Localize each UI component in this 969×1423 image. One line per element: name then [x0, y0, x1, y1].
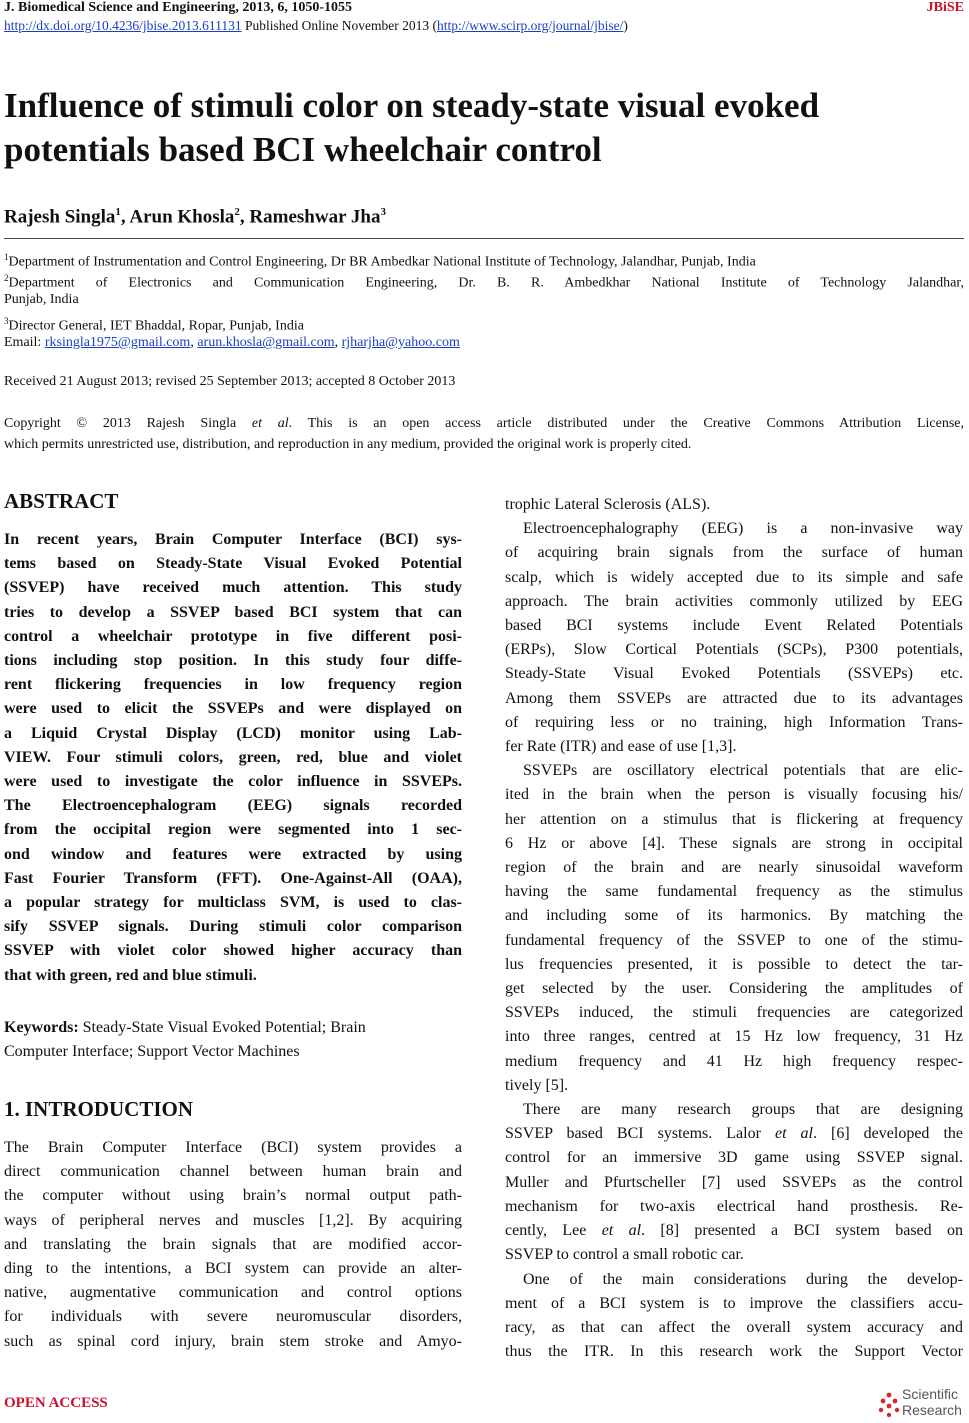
author-list: Rajesh Singla$^1$, Arun Khosla$^2$, Rameshwar Jha$^3$	[4, 206, 386, 228]
abstract-body: In recent years, Brain Computer Interface (BCI) sys- tems based on Steady-State Visual Evoked Potential (SSVEP) have received much attention. This study tries to develop a SSVEP based BCI system that can control a wheelchair prototype in five different posi- tions including stop position. In this study four diffe- rent flickering frequencies in low frequency region were used to elicit the SSVEPs and were displayed on a Liquid Crystal Display (LCD) monitor using Lab- VIEW. Four stimuli colors, green, red, blue and violet were used to investigate the color influence in SSVEPs. The Electroencephalogram (EEG) signals recorded from the occipital region were segmented into 1 sec- ond window and features were extracted by using Fast Fourier Transform (FFT). One-Against-All (OAA), a popular strategy for multiclass SVM, is used to clas- sify SSVEP signals. During stimuli color comparison SSVEP with violet color showed higher accuracy than that with green, red and blue stimuli.	[4, 531, 462, 984]
affiliation-3: $^3$Director General, IET Bhaddal, Ropar, Punjab, India	[4, 316, 304, 334]
title-divider	[4, 238, 964, 239]
affiliation-2: $^2$Department of Electronics and Communication Engineering, Dr. B. R. Ambedkhar National Institute of Technology Jalandhar,	[4, 273, 964, 291]
publication-line: http://dx.doi.org/10.4236/jbise.2013.611131 Published Online November 2013 (http://www.scirp.org/journal/jbise/)	[4, 18, 628, 33]
publisher-logo: Scientific Research	[878, 1386, 966, 1422]
publisher-logo-icon	[878, 1392, 900, 1418]
journal-citation: J. Biomedical Science and Engineering, 2013, 6, 1050-1055	[4, 0, 353, 15]
author-name: Rameshwar Jha	[249, 206, 381, 228]
email-link-3[interactable]: rjharjha@yahoo.com	[341, 335, 460, 350]
section-heading-introduction: 1. INTRODUCTION	[4, 1097, 194, 1121]
introduction-body: The Brain Computer Interface (BCI) system provides a direct communication channel between human brain and the computer without using brain’s normal output path- ways of peripheral nerves and muscles [1,2]. By acquiring and translating the brain signals that are modified accor- ding to the intentions, a BCI system can provide an alter- native, augmentative communication and control options for individuals with severe neuromuscular disorders, such as spinal cord injury, brain stem stroke and Amyo-	[4, 1139, 462, 1350]
keywords: Keywords: Steady-State Visual Evoked Potential; Brain Computer Interface; Support Vector Machines	[4, 1019, 366, 1061]
author-name: Rajesh Singla	[4, 206, 116, 228]
received-dates: Received 21 August 2013; revised 25 September 2013; accepted 8 October 2013	[4, 374, 456, 389]
affiliation-1: $^1$Department of Instrumentation and Control Engineering, Dr BR Ambedkar National Institute of Technology, Jalandhar, Punjab, India	[4, 252, 756, 270]
right-column-body: trophic Lateral Sclerosis (ALS). Electroencephalography (EEG) is a non-invasive way of acquiring brain signals from the surface of human scalp, which is widely accepted due to its simple and safe approach. The brain activities commonly utilized by EEG based BCI systems include Event Related Potentials (ERPs), Slow Cortical Potentials (SCPs), P300 potentials, Steady-State Visual Evoked Potentials (SSVEPs) etc. Among them SSVEPs are attracted due to its advantages of requiring less or no training, high Information Trans- fer Rate (ITR) and ease of use [1,3]. SSVEPs are oscillatory electrical potentials that are elic- ited in the brain when the person is visually focusing his/ her attention on a stimulus that is flickering at frequency 6 Hz or above [4]. These signals are strong in occipital region of the brain and are nearly sinusoidal waveform having the same fundamental frequency as the stimulus and including some of its harmonics. By matching the fundamental frequency of the SSVEP to one of the stimu- lus frequencies presented, it is possible to detect the tar- get selected by the user. Considering the amplitudes of SSVEPs induced, the stimuli frequencies are categorized into three ranges, centred at 15 Hz low frequency, 31 Hz medium frequency and 41 Hz high frequency respec- tively [5]. There are many research groups that are designing SSVEP based BCI systems. Lalor et al. [6] developed the control for an immersive 3D game using SSVEP signal. Muller and Pfurtscheller [7] used SSVEPs as the control mechanism for two-axis electrical hand prosthesis. Re- cently, Lee et al. [8] presented a BCI system based on SSVEP to control a small robotic car. One of the main considerations during the develop- ment of a BCI system is to improve the classifiers accu- racy, as that can affect the overall system accuracy and thus the ITR. In this research work the Support Vector	[505, 493, 963, 1364]
abstract-heading: ABSTRACT	[4, 489, 119, 513]
open-access-label: OPEN ACCESS	[4, 1395, 108, 1411]
journal-abbreviation: JBiSE	[926, 0, 964, 15]
paragraph-end: trophic Lateral Sclerosis (ALS).	[505, 496, 711, 513]
email-line: Email: rksingla1975@gmail.com, arun.khosla@gmail.com, rjharjha@yahoo.com	[4, 335, 460, 350]
copyright-notice: Copyright © 2013 Rajesh Singla et al. This is an open access article distributed under the Creative Commons Attribution License, which permits unrestricted use, distribution, and reproduction in any medium, provided the original work is properly cited.	[4, 416, 964, 452]
email-link-1[interactable]: rksingla1975@gmail.com	[44, 335, 191, 350]
doi-link[interactable]: http://dx.doi.org/10.4236/jbise.2013.611131	[4, 18, 242, 33]
paper-title: Influence of stimuli color on steady-state visual evoked potentials based BCI wheelchair control	[4, 86, 820, 169]
published-text: Published Online November 2013 (	[241, 18, 437, 33]
author-name: Arun Khosla	[129, 206, 235, 228]
journal-link[interactable]: http://www.scirp.org/journal/jbise/	[437, 18, 624, 33]
email-link-2[interactable]: arun.khosla@gmail.com	[197, 335, 335, 350]
affiliation-2-cont: Punjab, India	[4, 292, 79, 307]
